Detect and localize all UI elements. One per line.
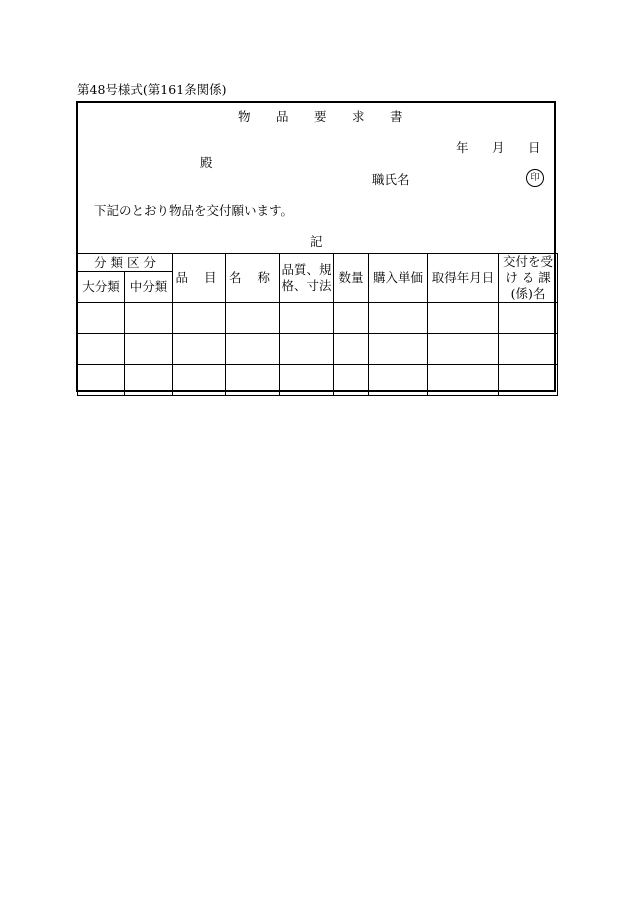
minor-category-header: 中分類 <box>125 272 173 303</box>
quality-header <box>280 254 334 303</box>
items-table <box>77 253 558 396</box>
category-header-label: 分 類 区 分 <box>94 254 156 270</box>
month-label: 月 <box>492 140 505 155</box>
cell[interactable] <box>125 365 173 396</box>
title-char: 品 <box>276 109 290 124</box>
cell[interactable] <box>173 365 226 396</box>
quality-header-line2: 格、寸法 <box>281 278 332 293</box>
cell[interactable] <box>78 303 125 334</box>
cell[interactable] <box>173 303 226 334</box>
cell[interactable] <box>125 334 173 365</box>
cell[interactable] <box>428 303 499 334</box>
cell[interactable] <box>226 365 280 396</box>
cell[interactable] <box>226 334 280 365</box>
quantity-header: 数量 <box>334 254 369 303</box>
unit-price-header: 購入単価 <box>369 254 428 303</box>
cell[interactable] <box>78 334 125 365</box>
recipient-suffix: 殿 <box>200 155 213 170</box>
goods-request-form <box>76 101 556 392</box>
item-header-label: 品 目 <box>175 270 223 285</box>
cell[interactable] <box>280 365 334 396</box>
table-row <box>78 303 558 334</box>
day-label: 日 <box>528 140 541 155</box>
cell[interactable] <box>369 334 428 365</box>
seal-icon: 印 <box>526 169 544 187</box>
cell[interactable] <box>499 303 558 334</box>
category-header <box>78 254 173 272</box>
table-row <box>78 365 558 396</box>
cell[interactable] <box>499 365 558 396</box>
cell[interactable] <box>125 303 173 334</box>
title-char: 求 <box>352 109 366 124</box>
major-category-header: 大分類 <box>78 272 125 303</box>
ki-label: 記 <box>310 234 323 249</box>
receiving-dept-line2: け る 課 <box>505 270 551 285</box>
name-header <box>226 254 280 303</box>
request-text: 下記のとおり物品を交付願います。 <box>94 203 294 218</box>
name-header-label: 名 称 <box>229 270 276 285</box>
acquisition-date-header: 取得年月日 <box>428 254 499 303</box>
cell[interactable] <box>499 334 558 365</box>
cell[interactable] <box>280 334 334 365</box>
receiving-dept-header <box>499 254 558 303</box>
cell[interactable] <box>369 303 428 334</box>
header-row <box>78 254 558 272</box>
table-row <box>78 334 558 365</box>
receiving-dept-line3: (係)名 <box>510 286 546 301</box>
job-title-name-label: 職氏名 <box>372 172 410 187</box>
title-char: 書 <box>390 109 404 124</box>
quality-header-line1: 品質、規 <box>281 262 332 277</box>
cell[interactable] <box>280 303 334 334</box>
cell[interactable] <box>428 334 499 365</box>
title-char: 要 <box>314 109 328 124</box>
title-char: 物 <box>238 109 252 124</box>
receiving-dept-line1: 交付を受 <box>503 254 554 269</box>
cell[interactable] <box>334 365 369 396</box>
cell[interactable] <box>369 365 428 396</box>
item-header <box>173 254 226 303</box>
date-line <box>456 140 564 156</box>
cell[interactable] <box>334 334 369 365</box>
year-label: 年 <box>456 140 469 155</box>
form-caption: 第48号様式(第161条関係) <box>77 82 227 97</box>
cell[interactable] <box>226 303 280 334</box>
cell[interactable] <box>428 365 499 396</box>
cell[interactable] <box>334 303 369 334</box>
cell[interactable] <box>78 365 125 396</box>
form-title <box>238 109 428 125</box>
cell[interactable] <box>173 334 226 365</box>
